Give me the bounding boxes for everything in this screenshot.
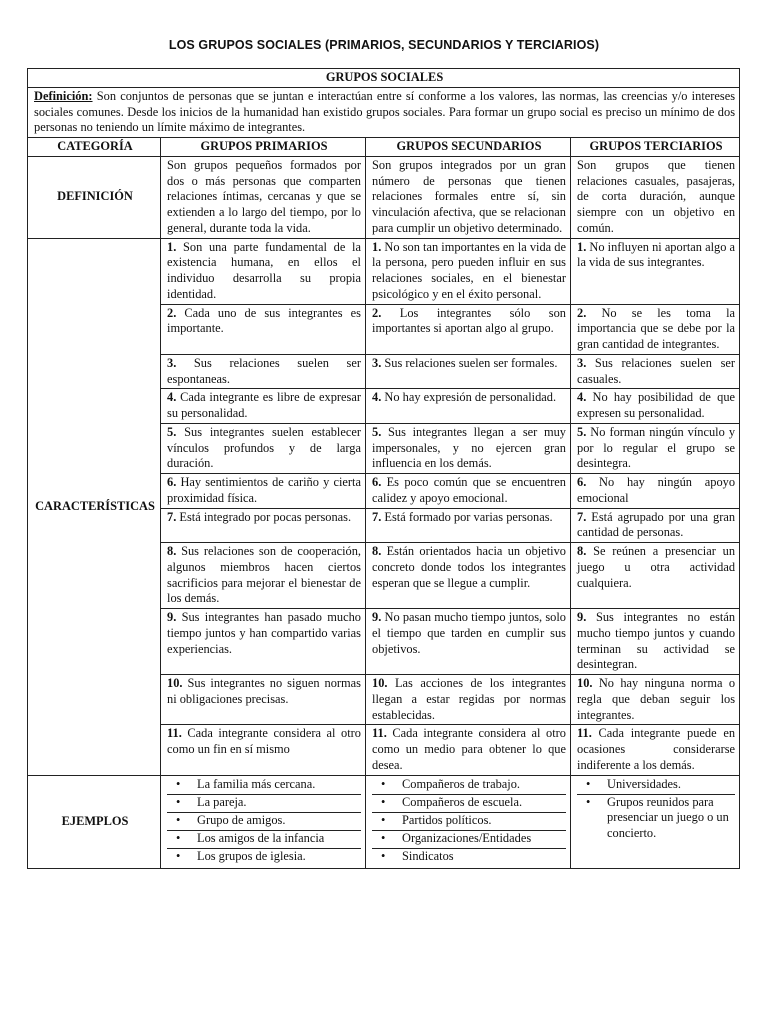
caracteristica-primarios <box>161 609 366 675</box>
item-text: Es poco común que se encuentren calidez y apoyo emocional. <box>372 475 566 505</box>
caracteristica-secundarios <box>366 354 571 389</box>
caracteristica-terciarios <box>571 543 740 609</box>
caracteristica-secundarios <box>366 508 571 543</box>
social-groups-table <box>27 68 740 869</box>
item-number: 5. <box>167 424 177 439</box>
caracteristica-terciarios <box>571 304 740 354</box>
caracteristica-primarios <box>161 304 366 354</box>
example-item: • Compañeros de escuela. <box>372 795 566 813</box>
item-text: No hay ninguna norma o regla que deban seguir los integrantes. <box>577 676 736 722</box>
item-text: Hay sentimientos de cariño y cierta proximidad física. <box>167 475 361 505</box>
item-text: Está formado por varias personas. <box>381 509 553 524</box>
item-text: Cada integrante es libre de expresar su personalidad. <box>167 390 361 420</box>
definicion-row <box>28 156 740 238</box>
caracteristica-terciarios <box>571 354 740 389</box>
caracteristica-primarios <box>161 675 366 725</box>
item-number: 9. <box>167 610 177 624</box>
caracteristica-primarios <box>161 543 366 609</box>
caracteristica-secundarios <box>366 474 571 509</box>
item-text: No pasan mucho tiempo juntos, solo el tiempo que tarden en cumplir sus objetivos. <box>372 610 566 656</box>
caracteristica-secundarios <box>366 238 571 304</box>
item-number: 10. <box>372 676 388 690</box>
item-text: Cada integrante considera al otro como un medio para obtener lo que desea. <box>372 726 566 772</box>
item-number: 10. <box>167 676 183 690</box>
definicion-terciarios: Son grupos que tienen relaciones casuales, pasajeras, de corta duración, aunque siempre con un objetivo en común. <box>571 156 740 238</box>
caracteristica-secundarios <box>366 304 571 354</box>
definition-text: Son conjuntos de personas que se juntan e interactúan entre sí conforme a los valores, las normas, las creencias y/o intereses sociales comunes. Desde los inicios de la humanidad han existido grupos sociales. Para formar un grupo social es preciso un mínimo de dos personas no teniendo un límite máximo de integrantes. <box>34 88 736 135</box>
item-text: No hay ningún apoyo emocional <box>577 475 736 505</box>
table-header-row <box>28 69 740 88</box>
item-text: Sus relaciones suelen ser espontaneas. <box>167 355 361 386</box>
item-number: 7. <box>577 509 587 524</box>
ejemplos-row <box>28 775 740 868</box>
item-number: 11. <box>372 726 387 741</box>
item-number: 1. <box>372 239 382 254</box>
item-text: No forman ningún vínculo y por lo regular el grupo se desintegra. <box>577 424 736 471</box>
item-number: 7. <box>372 509 382 524</box>
item-number: 5. <box>577 424 587 439</box>
item-number: 3. <box>167 355 177 370</box>
item-number: 2. <box>577 305 587 320</box>
item-number: 4. <box>372 390 382 405</box>
item-number: 11. <box>167 726 182 741</box>
item-text: Sus integrantes han pasado mucho tiempo juntos y han compartido varias experiencias. <box>167 610 361 656</box>
caracteristica-row <box>28 238 740 304</box>
category-ejemplos: EJEMPLOS <box>28 775 161 868</box>
item-number: 9. <box>577 610 587 624</box>
item-text: Las acciones de los integrantes llegan a estar regidas por normas establecidas. <box>372 676 566 722</box>
caracteristica-primarios <box>161 725 366 775</box>
caracteristica-terciarios <box>571 609 740 675</box>
item-number: 4. <box>577 390 587 405</box>
item-number: 9. <box>372 610 382 624</box>
item-number: 4. <box>167 390 177 405</box>
example-item: • Los grupos de iglesia. <box>167 849 361 867</box>
caracteristica-secundarios <box>366 725 571 775</box>
caracteristica-primarios <box>161 389 366 424</box>
item-text: Se reúnen a presenciar un juego u otra actividad cualquiera. <box>577 544 736 590</box>
example-item: • Organizaciones/Entidades <box>372 831 566 849</box>
caracteristica-terciarios <box>571 423 740 473</box>
example-item: • Grupos reunidos para presenciar un juego o un concierto. <box>577 795 735 842</box>
item-text: Sus integrantes llegan a ser muy impersonales, y no ejercen gran influencia en los demás. <box>372 424 566 471</box>
item-number: 5. <box>372 424 382 439</box>
example-item: • Grupo de amigos. <box>167 813 361 831</box>
ejemplos-secundarios <box>366 775 571 868</box>
item-number: 7. <box>167 509 177 524</box>
item-number: 3. <box>372 355 382 370</box>
caracteristica-terciarios <box>571 675 740 725</box>
definicion-secundarios: Son grupos integrados por un gran número de personas que tienen relaciones formales entre sí, sin vinculación afectiva, que se relacionan para cumplir un objetivo determinado. <box>366 156 571 238</box>
category-definicion: DEFINICIÓN <box>28 156 161 238</box>
item-text: Son una parte fundamental de la existencia humana, en ellos el individuo desarrolla su propia identidad. <box>167 239 361 301</box>
caracteristica-secundarios <box>366 609 571 675</box>
item-number: 6. <box>167 475 177 489</box>
example-item: • Compañeros de trabajo. <box>372 777 566 795</box>
definicion-primarios: Son grupos pequeños formados por dos o más personas que comparten relaciones íntimas, cercanas y que se extienden a lo largo del tiempo, por lo general, durante toda la vida. <box>161 156 366 238</box>
item-number: 2. <box>372 305 382 320</box>
item-number: 8. <box>372 544 382 558</box>
caracteristica-primarios <box>161 238 366 304</box>
caracteristica-terciarios <box>571 389 740 424</box>
column-header-secundarios: GRUPOS SECUNDARIOS <box>366 138 571 157</box>
item-number: 11. <box>577 726 592 741</box>
item-text: Sus integrantes suelen establecer vínculos profundos y de larga duración. <box>167 424 361 471</box>
document-title: LOS GRUPOS SOCIALES (PRIMARIOS, SECUNDARIOS Y TERCIARIOS) <box>168 38 600 52</box>
item-number: 8. <box>167 544 177 558</box>
caracteristica-terciarios <box>571 238 740 304</box>
item-text: No influyen ni aportan algo a la vida de sus integrantes. <box>577 239 736 270</box>
item-text: Están orientados hacia un objetivo concreto donde todos los integrantes esperan que se llegue a cumplir. <box>372 544 566 590</box>
category-caracteristicas: CARACTERÍSTICAS <box>28 238 161 775</box>
examples-list <box>577 777 735 842</box>
item-text: Está integrado por pocas personas. <box>176 509 352 524</box>
caracteristica-primarios <box>161 354 366 389</box>
examples-list <box>372 777 566 867</box>
column-header-categoria: CATEGORÍA <box>28 138 161 157</box>
item-number: 3. <box>577 355 587 370</box>
example-item: • La familia más cercana. <box>167 777 361 795</box>
ejemplos-primarios <box>161 775 366 868</box>
item-text: Está agrupado por una gran cantidad de personas. <box>577 509 736 540</box>
item-text: No son tan importantes en la vida de la persona, pero pueden influir en sus relaciones sociales, en el bienestar psicológico y en el éxito personal. <box>372 239 566 301</box>
caracteristica-secundarios <box>366 675 571 725</box>
item-text: Sus integrantes no están mucho tiempo juntos y cuando terminan su actividad se desintegran. <box>577 610 736 672</box>
examples-list <box>167 777 361 867</box>
definition-row <box>28 87 740 137</box>
item-number: 6. <box>372 475 382 489</box>
ejemplos-terciarios <box>571 775 740 868</box>
caracteristica-secundarios <box>366 423 571 473</box>
item-number: 8. <box>577 544 587 558</box>
definition-cell <box>28 87 740 137</box>
caracteristica-terciarios <box>571 474 740 509</box>
table-header: GRUPOS SOCIALES <box>28 69 740 88</box>
example-item: • Universidades. <box>577 777 735 795</box>
caracteristica-secundarios <box>366 543 571 609</box>
caracteristica-primarios <box>161 423 366 473</box>
item-text: No hay expresión de personalidad. <box>381 390 557 405</box>
caracteristica-primarios <box>161 474 366 509</box>
item-text: Cada uno de sus integrantes es importante. <box>167 305 361 336</box>
item-text: No se les toma la importancia que se debe por la gran cantidad de integrantes. <box>577 305 736 351</box>
definition-label: Definición: <box>34 88 93 103</box>
caracteristica-terciarios <box>571 725 740 775</box>
item-text: Los integrantes sólo son importantes si aportan algo al grupo. <box>372 305 566 336</box>
item-text: Sus integrantes no siguen normas ni obligaciones precisas. <box>167 676 361 706</box>
item-number: 2. <box>167 305 177 320</box>
item-text: No hay posibilidad de que expresen su personalidad. <box>577 390 736 420</box>
item-text: Sus relaciones suelen ser formales. <box>381 355 558 370</box>
item-text: Sus relaciones suelen ser casuales. <box>577 355 736 386</box>
item-number: 1. <box>577 239 587 254</box>
item-text: Cada integrante considera al otro como un fin en sí mismo <box>167 726 361 756</box>
caracteristica-secundarios <box>366 389 571 424</box>
item-number: 1. <box>167 239 177 254</box>
example-item: • La pareja. <box>167 795 361 813</box>
item-text: Cada integrante puede en ocasiones considerarse indiferente a los demás. <box>577 726 736 772</box>
column-header-primarios: GRUPOS PRIMARIOS <box>161 138 366 157</box>
column-header-row <box>28 138 740 157</box>
example-item: • Sindicatos <box>372 849 566 867</box>
example-item: • Partidos políticos. <box>372 813 566 831</box>
caracteristica-terciarios <box>571 508 740 543</box>
caracteristica-primarios <box>161 508 366 543</box>
item-number: 10. <box>577 676 593 690</box>
item-number: 6. <box>577 475 587 489</box>
item-text: Sus relaciones son de cooperación, algunos miembros hacen ciertos sacrificios para mejorar el bienestar de los demás. <box>167 544 361 606</box>
example-item: • Los amigos de la infancia <box>167 831 361 849</box>
column-header-terciarios: GRUPOS TERCIARIOS <box>571 138 740 157</box>
